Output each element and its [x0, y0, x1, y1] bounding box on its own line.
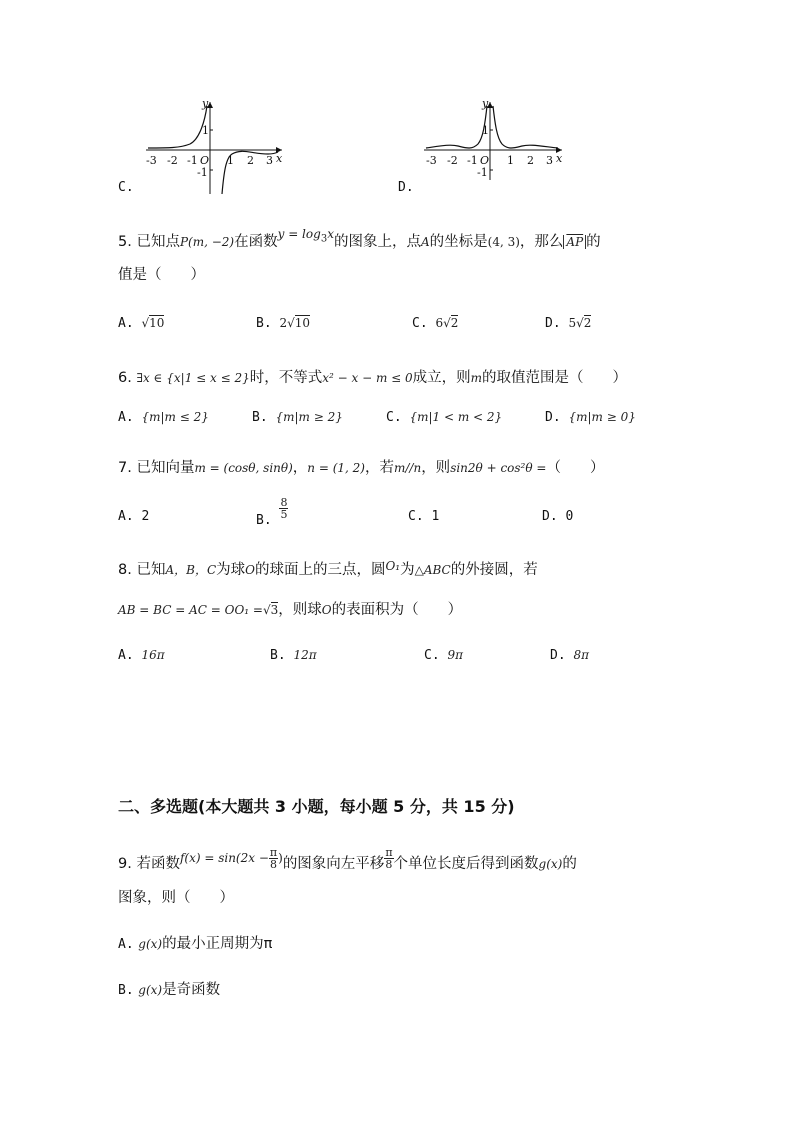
q8-option-d[interactable]: D. 8π [550, 648, 590, 663]
section-heading: 二、多选题(本大题共 3 小题，每小题 5 分，共 15 分) [118, 797, 515, 816]
q8-option-b[interactable]: B. 12π [270, 648, 317, 663]
q5-option-a[interactable]: A. √10 [118, 316, 165, 331]
question-6-line1: 6. ∃x ∈ {x|1 ≤ x ≤ 2}时，不等式x² − x − m ≤ 0成立，则m的取值范围是（ ） [118, 370, 628, 386]
axis-y-label: y [482, 97, 489, 110]
q5-option-b[interactable]: B. 2√10 [256, 316, 311, 331]
q7-option-d[interactable]: D. 0 [542, 509, 574, 524]
math-vector-ap: $\overline{AP}$ [563, 235, 586, 249]
axis-y-label: y [202, 97, 209, 110]
tick-x: -2 [167, 154, 178, 167]
math-vector-m: m = (cosθ, sinθ) [194, 461, 293, 475]
fraction-8-5: $\frac{8}{5}$ [280, 496, 288, 521]
tick-x: 1 [227, 154, 234, 167]
q6-option-a[interactable]: A. {m|m ≤ 2} [118, 410, 209, 425]
question-number: 8. [118, 562, 132, 578]
math-log-function: y = log3x [277, 227, 334, 245]
math-coord-a: (4, 3) [487, 235, 520, 249]
fraction-shift: $\frac{\pi}{8}$ [385, 845, 393, 871]
axis-x-label: x [556, 152, 563, 165]
question-5-line2: 值是（ ） [118, 267, 205, 283]
q6-option-b[interactable]: B. {m|m ≥ 2} [252, 410, 343, 425]
graph-option-d [400, 96, 580, 204]
option-d-label[interactable]: D. [398, 180, 414, 195]
fraction-pi-8: $\frac{\pi}{8}$ [269, 845, 278, 871]
q7-option-b[interactable]: B. $\frac{8}{5}$ [256, 496, 288, 528]
tick-x: 1 [507, 154, 514, 167]
tick-y-pos: 1 [202, 124, 209, 137]
math-inequality: x² − x − m ≤ 0 [322, 371, 413, 385]
question-9-line2: 图象，则（ ） [118, 890, 234, 906]
tick-x: 3 [546, 154, 553, 167]
graph-d [400, 96, 580, 200]
q7-option-a[interactable]: A. 2 [118, 509, 150, 524]
q9-option-a[interactable]: A. g(x)的最小正周期为π [118, 936, 273, 952]
tick-y-neg: -1 [477, 166, 488, 179]
tick-x: -3 [146, 154, 157, 167]
q8-option-c[interactable]: C. 9π [424, 648, 464, 663]
math-equalities: AB = BC = AC = OO₁ = [118, 603, 263, 617]
option-c-label[interactable]: C. [118, 180, 134, 195]
tick-x: 2 [247, 154, 254, 167]
tick-x: -3 [426, 154, 437, 167]
q5-option-c[interactable]: C. 6√2 [412, 316, 459, 331]
math-condition: ∃x ∈ {x|1 ≤ x ≤ 2} [136, 371, 250, 385]
tick-x: -1 [467, 154, 478, 167]
question-9-line1: 9. 若函数$^{f(x) = sin(2x -}$ $\frac{\pi}{8}$ )的图象向左平移 $\frac{\pi}{8}$ 个单位长度后得到函数g(x)的 [118, 845, 577, 872]
math-expression: sin2θ + cos²θ = [450, 461, 547, 475]
tick-x: 3 [266, 154, 273, 167]
math-function-f: f(x) = sin(2x − [179, 851, 269, 865]
tick-x: -2 [447, 154, 458, 167]
tick-x: 2 [527, 154, 534, 167]
graph-c [118, 96, 298, 200]
axis-x-label: x [276, 152, 283, 165]
tick-x: -1 [187, 154, 198, 167]
question-number: 5. [118, 234, 132, 250]
q8-option-a[interactable]: A. 16π [118, 648, 165, 663]
graph-option-c [118, 96, 298, 204]
origin-label: O [480, 154, 490, 167]
question-7-line1: 7. 已知向量m = (cosθ, sinθ)，n = (1, 2)，若m//n，则sin2θ + cos²θ =（ ） [118, 460, 605, 476]
question-5-line1: 5. 已知点P(m, −2)在函数$^{y = log_3x}$的图象上，点A的坐标是(4, 3)，那么 $\overline{AP}$ 的 [118, 227, 601, 250]
q5-option-d[interactable]: D. 5√2 [545, 316, 592, 331]
math-vector-n: n = (1, 2) [307, 461, 365, 475]
tick-y-pos: 1 [482, 124, 489, 137]
question-8-line1: 8. 已知A，B，C为球O的球面上的三点，圆$^{O_1}$为△ABC的外接圆，若 [118, 559, 538, 578]
question-number: 7. [118, 460, 132, 476]
q9-option-b[interactable]: B. g(x)是奇函数 [118, 982, 221, 998]
question-8-line2: AB = BC = AC = OO₁ =√3，则球O的表面积为（ ） [118, 602, 463, 618]
tick-y-neg: -1 [197, 166, 208, 179]
question-number: 6. [118, 370, 132, 386]
q7-option-c[interactable]: C. 1 [408, 509, 440, 524]
q6-option-d[interactable]: D. {m|m ≥ 0} [545, 410, 636, 425]
math-parallel: m//n [393, 461, 422, 475]
math-point-p: P(m, −2) [179, 235, 235, 249]
origin-label: O [200, 154, 210, 167]
question-number: 9. [118, 856, 132, 872]
q6-option-c[interactable]: C. {m|1 < m < 2} [386, 410, 503, 425]
